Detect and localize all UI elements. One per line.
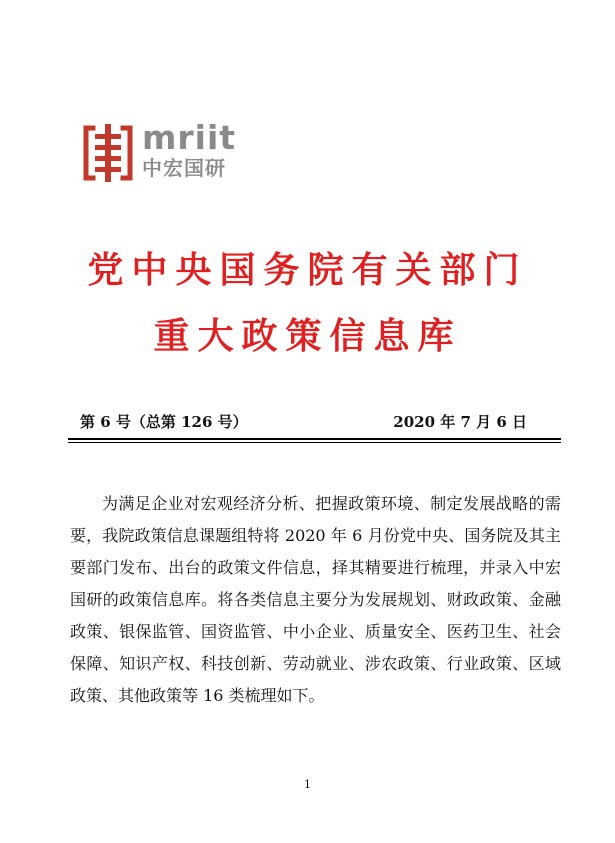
logo: [83, 118, 283, 192]
logo-brand-cn: 中宏国研: [142, 156, 226, 180]
logo-brand-en: mriit: [142, 118, 237, 157]
document-title-line2: 重大政策信息库: [153, 316, 462, 357]
header-rule-thin: [68, 442, 561, 443]
issue-date: 2020 年 7 月 6 日: [393, 413, 527, 431]
document-title-line1: 党中央国务院有关部门: [87, 250, 528, 291]
issue-number: 第 6 号（总第 126 号）: [80, 413, 248, 431]
intro-paragraph: 为满足企业对宏观经济分析、把握政策环境、制定发展战略的需要，我院政策信息课题组特将 2020 年 6 月份党中央、国务院及其主要部门发布、出台的政策文件信息，择其精要进行梳理，并录入中宏国研的政策信息库。将各类信息主要分为发展规划、财政政策、金融政策、银保监管、国资监管、中小企业、质量安全、医药卫生、社会保障、知识产权、科技创新、劳动就业、涉农政策、行业政策、区域政策、其他政策等 16 类梳理如下。: [70, 494, 561, 705]
mriit-logo-icon: [83, 122, 133, 184]
page-number: 1: [304, 778, 311, 791]
header-rule-thick: [68, 438, 561, 440]
